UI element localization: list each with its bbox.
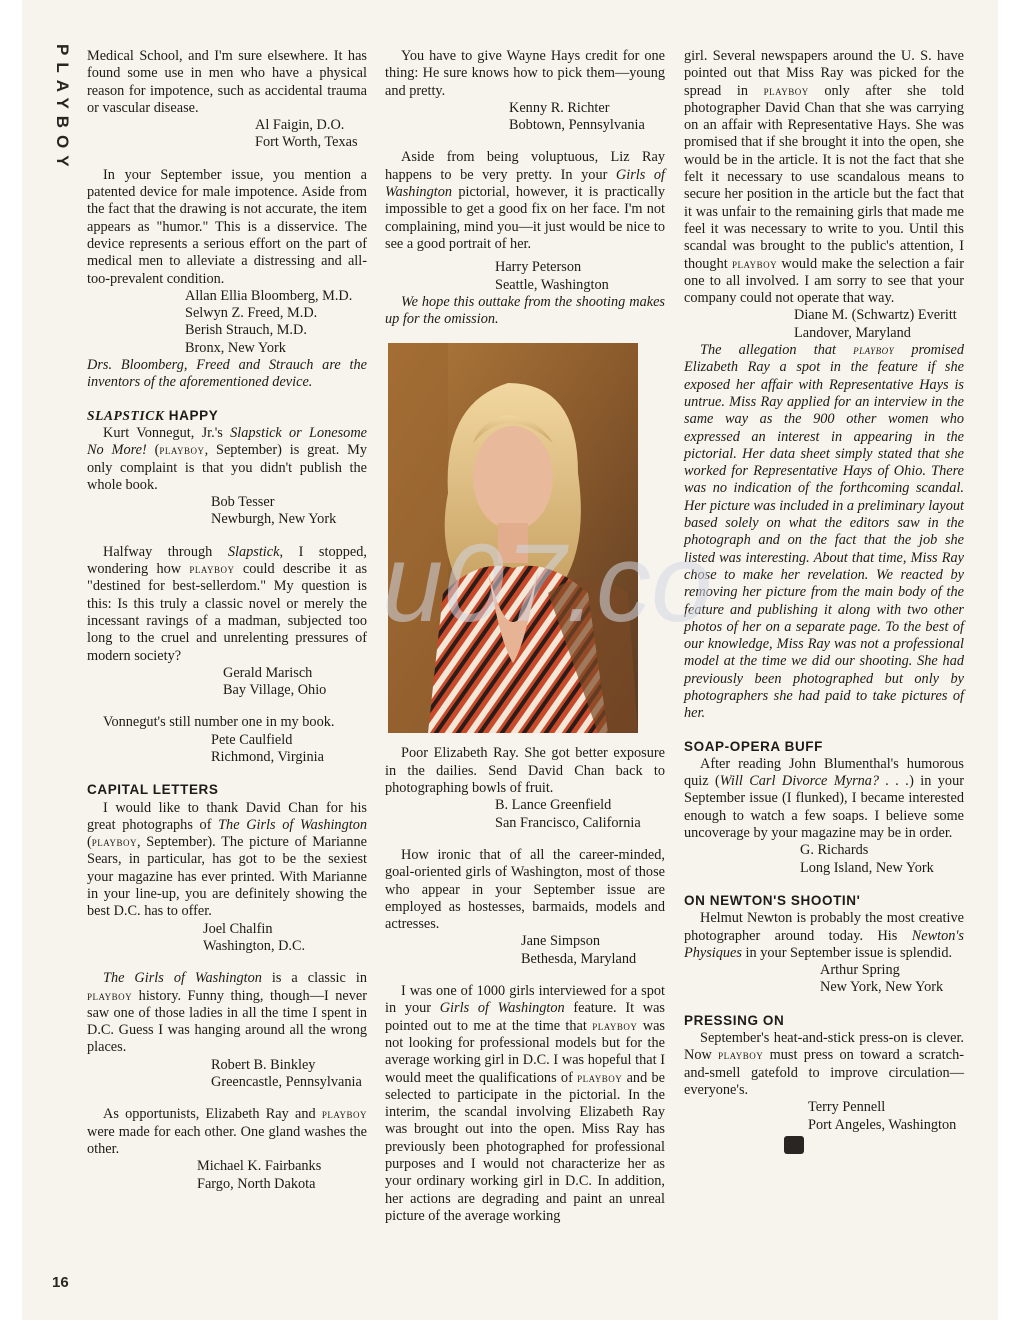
letter-location: Bobtown, Pennsylvania [509, 117, 645, 134]
magazine-page [22, 0, 998, 1320]
letter-author: Selwyn Z. Freed, M.D. [185, 305, 318, 322]
letter [87, 1106, 367, 1192]
letter [87, 714, 367, 766]
letter-location: Richmond, Virginia [211, 748, 324, 765]
letter-location: Greencastle, Pennsylvania [211, 1074, 362, 1091]
letter-body: You have to give Wayne Hays credit for one thing: He sure knows how to pick them—young and pretty. [385, 48, 665, 99]
letter-author: G. Richards [800, 842, 869, 859]
letter-author: Kenny R. Richter [509, 99, 610, 116]
letter [684, 756, 964, 877]
letter-author: Joel Chalfin [203, 920, 273, 937]
letter-body: How ironic that of all the career-minded, goal-oriented girls of Washington, most of those who appear in your September issue are employed as hostesses, barmaids, models and actresses. [385, 846, 665, 933]
letter [684, 910, 964, 996]
letter-location: Fargo, North Dakota [197, 1175, 316, 1192]
section-heading: CAPITAL LETTERS [87, 782, 219, 798]
letter-location: San Francisco, California [495, 814, 641, 831]
letter-location: Landover, Maryland [794, 324, 911, 341]
letter-body: Aside from being voluptuous, Liz Ray happens to be very pretty. In your Girls of Washington pictorial, however, it is practically impossible to get a good fix on her face. I'm not complaining, mind you—it just would be nice to see a good portrait of her. [385, 149, 666, 252]
letter-body: I was one of 1000 girls interviewed for a spot in your Girls of Washington feature. It was pointed out to me at the time that playboy was not looking for professional models but for the average working girl in D.C. I was hopeful that I would meet the qualifications of playboy and be selected to participate in the pictorial. In the interim, the scandal involving Elizabeth Ray was brought out into the open. Miss Ray has previously been photographed for professional purposes and I would not characterize her as your ordinary working girl in D.C. In addition, her actions are degrading and paint an unreal picture of the average working [385, 983, 665, 1224]
section-heading: SLAPSTICK HAPPY [87, 407, 219, 423]
letter [87, 970, 367, 1091]
letter-author: Jane Simpson [521, 933, 601, 950]
letter-author: Diane M. (Schwartz) Everitt [794, 307, 957, 324]
letter [385, 983, 665, 1225]
editor-reply: We hope this outtake from the shooting makes up for the omission. [385, 293, 665, 328]
letter-location: New York, New York [820, 979, 944, 996]
masthead: PLAYBOY [53, 44, 72, 174]
letter-body: Medical School, and I'm sure elsewhere. It has found some use in men who have a physical reason for impotence, such as accidental trauma or vascular disease. [87, 48, 367, 116]
section-heading: ON NEWTON'S SHOOTIN' [684, 892, 861, 908]
letter-body: September's heat-and-stick press-on is clever. Now playboy must press on toward a scratch-and-smell gatefold to improve circulation—everyone's. [684, 1030, 964, 1098]
letter-author: B. Lance Greenfield [495, 797, 612, 814]
letter-body: In your September issue, you mention a patented device for male impotence. Aside from the fact that the drawing is not accurate, the item appears as "humor." This is a disservice. The device represents a serious effort on the part of medical men to alleviate a distressing and all-too-prevalent condition. [87, 166, 367, 287]
section-heading: SOAP-OPERA BUFF [684, 738, 824, 754]
letter-body: Vonnegut's still number one in my book. [103, 714, 335, 731]
letter-author: Gerald Marisch [223, 664, 313, 681]
watermark: u07.co [382, 522, 713, 645]
editor-reply: The allegation that playboy promised Elizabeth Ray a spot in the feature if she exposed her affair with Representative Hays is untrue. Miss Ray applied for an interview in the same way as the 900 other women who expressed an interest in appearing in the pictorial. Her data sheet simply stated that she worked for Representative Hays of Ohio. There was no indication of the forthcoming scandal. Her picture was included in a preliminary layout based solely on what the editors saw in the photograph and on the fact that the job she listed was interesting. About that time, Miss Ray chose to make her revelation. We reacted by removing her picture from the main body of the feature and publishing it along with two other photos of her on a separate page. To the best of our knowledge, Miss Ray was not a professional model at the time we did our shooting. She had previously been photographed but only by photographers she had paid to take pictures of her. [684, 342, 964, 722]
editor-reply: Drs. Bloomberg, Freed and Strauch are the inventors of the aforementioned device. [87, 357, 367, 391]
letter-location: Washington, D.C. [203, 937, 306, 954]
letter-author: Robert B. Binkley [211, 1056, 316, 1073]
letter-location: Long Island, New York [800, 859, 934, 876]
letter-body: Poor Elizabeth Ray. She got better exposure in the dailies. Send David Chan back to photographing bowls of fruit. [385, 745, 665, 797]
letter [87, 425, 367, 529]
page-number: 16 [52, 1274, 69, 1291]
letter-author: Al Faigin, D.O. [255, 117, 345, 134]
letter [385, 847, 665, 968]
letter-body: After reading John Blumenthal's humorous quiz (Will Carl Divorce Myrna? . . .) in your September issue (I flunked), I became interested enough to watch a few soaps. I believe some uncoverage by your magazine may be in order. [684, 755, 964, 842]
letter [684, 1030, 964, 1159]
letter [87, 800, 367, 956]
letter-location: Seattle, Washington [495, 276, 609, 293]
letter-location: Port Angeles, Washington [808, 1116, 957, 1133]
letter-author: Terry Pennell [808, 1099, 886, 1116]
letter-location: Fort Worth, Texas [255, 134, 358, 151]
letter-location: Bay Village, Ohio [223, 682, 327, 699]
letter [87, 544, 367, 700]
column-3 [684, 48, 964, 1174]
letter-body: Kurt Vonnegut, Jr.'s Slapstick or Lonesome No More! (playboy, September) is great. My only complaint is that you didn't publish the whole book. [87, 424, 367, 493]
letter-body: I would like to thank David Chan for his great photographs of The Girls of Washington (playboy, September). The picture of Marianne Sears, in particular, has got to be the sexiest your magazine has ever printed. With Marianne in your line-up, you are definitely showing the best D.C. has to offer. [87, 799, 368, 920]
rabbit-head-icon [784, 1136, 804, 1154]
letter-body: As opportunists, Elizabeth Ray and playboy were made for each other. One gland washes the other. [87, 1106, 367, 1157]
letter [385, 149, 665, 328]
woman-portrait-photo [388, 343, 638, 733]
letter [385, 745, 665, 831]
letter-body: girl. Several newspapers around the U. S. have pointed out that Miss Ray was picked for the spread in playboy only after she told photographer David Chan that she was carrying on an affair with Representative Hays. She was promised that if she brought it into the open, she would be in the article. It is not the fact that she felt it necessary to use scandalous means to secure her position in the article but the fact that it was unfair to the remaining girls that made me feel it was necessary to write to you. Until this scandal was brought to the public's attention, I thought playboy would make the selection a fair one to all involved. I am sorry to see that your company could not operate that way. [684, 48, 964, 307]
letter-location: Bronx, New York [185, 339, 286, 356]
column-2 [385, 48, 665, 1240]
section-heading: PRESSING ON [684, 1012, 785, 1028]
letter-author: Harry Peterson [495, 259, 582, 276]
letter-author: Michael K. Fairbanks [197, 1158, 322, 1175]
letter [87, 167, 367, 392]
letter-author: Bob Tesser [211, 494, 275, 511]
letter-body: The Girls of Washington is a classic in playboy history. Funny thing, though—I never saw one of those ladies in all the time I spent in D.C. Guess I was hanging around all the wrong places. [87, 970, 367, 1056]
letter-author: Allan Ellia Bloomberg, M.D. [185, 287, 353, 304]
letter-location: Newburgh, New York [211, 511, 337, 528]
letter [385, 48, 665, 134]
letter [684, 48, 964, 723]
column-1 [87, 48, 367, 1208]
letter-body: Halfway through Slapstick, I stopped, wondering how playboy could describe it as "destined for best-sellerdom." My question is this: Is this truly a classic novel or merely the incessant ravings of a madman, subjected too long to the cruel and unrelenting pressures of modern society? [87, 543, 368, 664]
letter-author: Arthur Spring [820, 962, 900, 979]
letter-body: Helmut Newton is probably the most creative photographer around today. His Newton's Physiques in your September issue is splendid. [684, 910, 964, 961]
letter [87, 48, 367, 152]
letter-author: Pete Caulfield [211, 731, 293, 748]
letter-location: Bethesda, Maryland [521, 950, 637, 967]
letter-author: Berish Strauch, M.D. [185, 322, 307, 339]
